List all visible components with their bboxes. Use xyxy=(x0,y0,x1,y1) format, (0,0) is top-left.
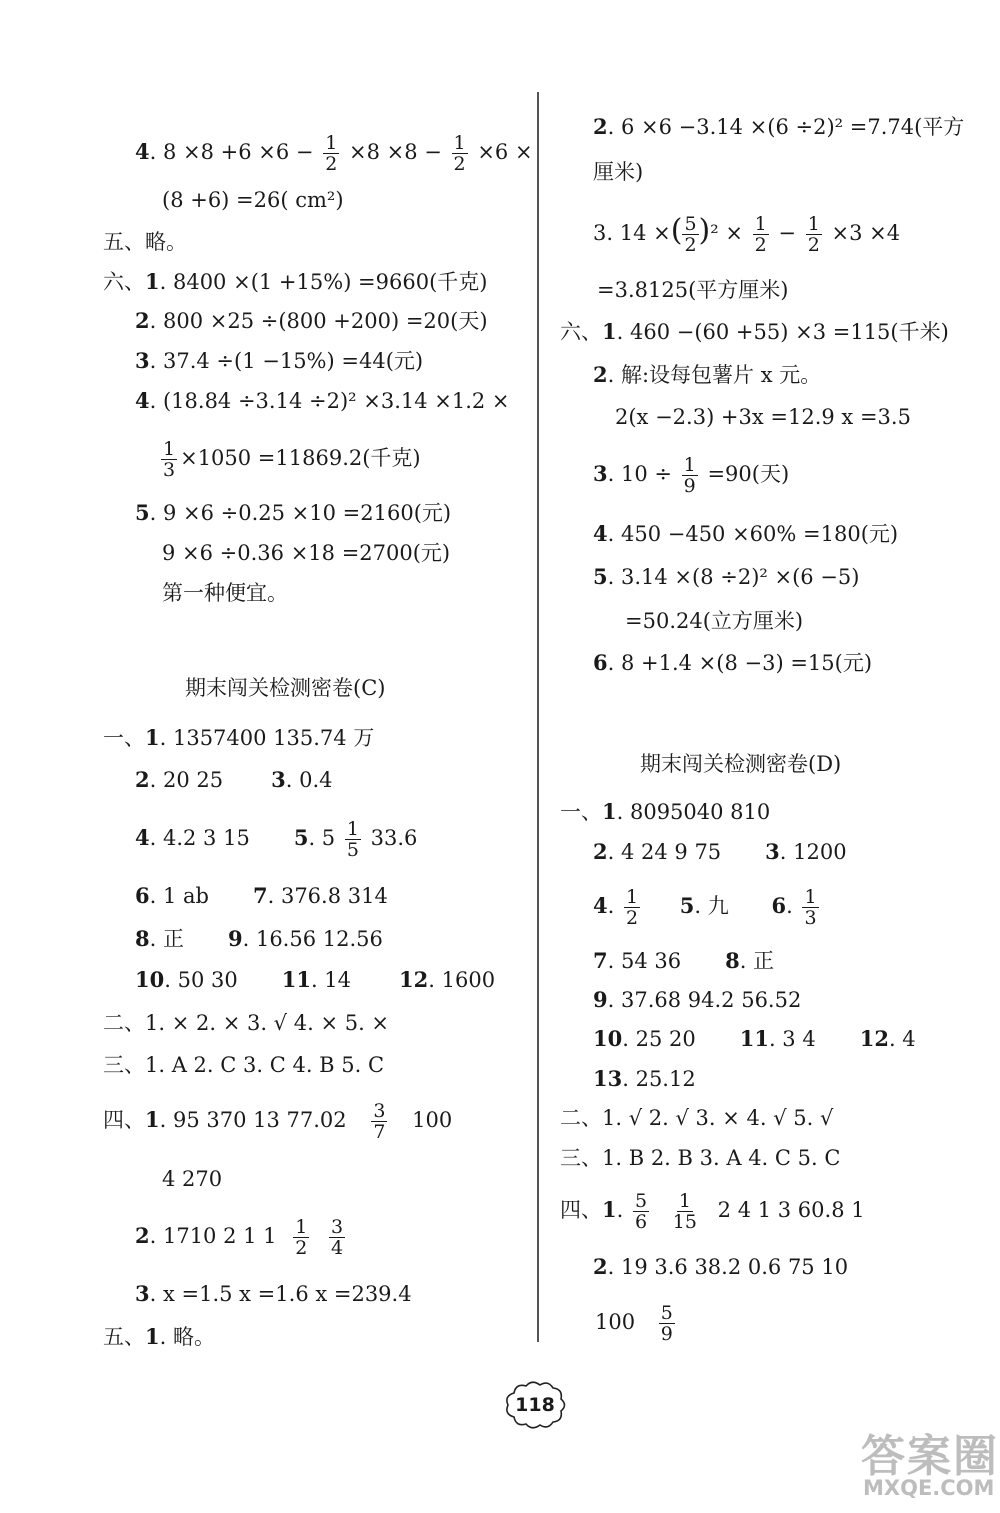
answer-line: 5. 3.14 ×(8 ÷2)² ×(6 −5) xyxy=(593,564,860,589)
fraction: $\frac{1}{15}$ xyxy=(672,1190,697,1233)
answer-line: 2. 20 25 3. 0.4 xyxy=(135,767,333,792)
answer-line: 4. 8 ×8 +6 ×6 − $\frac{1}{2}$ ×8 ×8 − $\frac{1}{2}$ ×6 × xyxy=(135,132,533,175)
fraction: $\frac{1}{5}$ xyxy=(346,818,359,861)
answer-line: 六、1. 8400 ×(1 +15%) =9660(千克) xyxy=(103,269,488,294)
column-divider xyxy=(537,92,539,1342)
fraction: $\frac{1}{3}$ xyxy=(804,886,817,929)
answer-line: 三、1. B 2. B 3. A 4. C 5. C xyxy=(560,1146,841,1170)
answer-line: 6. 8 +1.4 ×(8 −3) =15(元) xyxy=(593,650,873,675)
answer-line: =50.24(立方厘米) xyxy=(625,609,804,633)
answer-line: 一、1. 1357400 135.74 万 xyxy=(103,725,375,750)
answer-line: 五、1. 略。 xyxy=(103,1324,215,1349)
answer-line: 四、1. 95 370 13 77.02 $\frac{3}{7}$ 100 xyxy=(103,1100,453,1143)
answer-line: 二、1. × 2. × 3. √ 4. × 5. × xyxy=(103,1011,390,1035)
fraction: $\frac{1}{9}$ xyxy=(683,454,696,497)
answer-line: 2. 解:设每包薯片 x 元。 xyxy=(593,362,822,387)
answer-line: 2(x −2.3) +3x =12.9 x =3.5 xyxy=(615,405,911,429)
fraction: $\frac{1}{2}$ xyxy=(325,132,338,175)
answer-line: 13. 25.12 xyxy=(593,1066,696,1091)
answer-line: 三、1. A 2. C 3. C 4. B 5. C xyxy=(103,1053,385,1077)
answer-line: 2. 800 ×25 ÷(800 +200) =20(天) xyxy=(135,308,488,333)
answer-line: 3. x =1.5 x =1.6 x =239.4 xyxy=(135,1281,412,1306)
answer-line: 10. 25 20 11. 3 4 12. 4 xyxy=(593,1026,916,1051)
answer-line: 2. 1710 2 1 1 $\frac{1}{2}$ $\frac{3}{4}$ xyxy=(135,1216,344,1259)
answer-line: 4. (18.84 ÷3.14 ÷2)² ×3.14 ×1.2 × xyxy=(135,388,510,413)
answer-line: (8 +6) =26( cm²) xyxy=(162,188,344,212)
answer-line: 二、1. √ 2. √ 3. × 4. √ 5. √ xyxy=(560,1106,834,1130)
answer-line: 六、1. 460 −(60 +55) ×3 =115(千米) xyxy=(560,319,949,344)
fraction: $\frac{1}{2}$ xyxy=(807,213,820,256)
fraction: $\frac{3}{7}$ xyxy=(373,1100,386,1143)
answer-line: 4. $\frac{1}{2}$ 5. 九 6. $\frac{1}{3}$ xyxy=(593,886,817,929)
fraction: $\frac{1}{2}$ xyxy=(754,213,767,256)
answer-line: 9 ×6 ÷0.36 ×18 =2700(元) xyxy=(162,541,451,565)
answer-line: 五、略。 xyxy=(103,230,187,254)
watermark-logo: 答案圈 MXQE.COM xyxy=(861,1431,999,1500)
answer-line: 第一种便宜。 xyxy=(162,581,288,605)
fraction: $\frac{1}{2}$ xyxy=(453,132,466,175)
section-heading-c: 期末闯关检测密卷(C) xyxy=(185,676,386,700)
answer-line: 7. 54 36 8. 正 xyxy=(593,948,775,973)
fraction: $\frac{1}{2}$ xyxy=(295,1216,308,1259)
answer-line: 2. 6 ×6 −3.14 ×(6 ÷2)² =7.74(平方 xyxy=(593,114,965,139)
answer-line: =3.8125(平方厘米) xyxy=(597,278,789,302)
answer-line: 4. 450 −450 ×60% =180(元) xyxy=(593,521,899,546)
page-number-badge xyxy=(502,1380,568,1430)
answer-line: 8. 正 9. 16.56 12.56 xyxy=(135,926,383,951)
answer-line: 四、1. $\frac{5}{6}$ $\frac{1}{15}$ 2 4 1 3 60.8 1 xyxy=(560,1190,865,1233)
fraction: $\frac{3}{4}$ xyxy=(331,1216,344,1259)
section-heading-d: 期末闯关检测密卷(D) xyxy=(640,752,842,776)
answer-line: $\frac{1}{3}$ ×1050 =11869.2(千克) xyxy=(163,438,421,481)
answer-line: 2. 19 3.6 38.2 0.6 75 10 xyxy=(593,1254,849,1279)
answer-line: 4. 4.2 3 15 5. 5 $\frac{1}{5}$ 33.6 xyxy=(135,818,418,861)
answer-line: 10. 50 30 11. 14 12. 1600 xyxy=(135,967,496,992)
answer-line: 3. 10 ÷ $\frac{1}{9}$ =90(天) xyxy=(593,454,790,497)
answer-line: 2. 4 24 9 75 3. 1200 xyxy=(593,839,847,864)
answer-line: 100 $\frac{5}{9}$ xyxy=(595,1302,673,1345)
fraction: $\frac{5}{6}$ xyxy=(635,1190,648,1233)
answer-line: 3. 14 ×( $\frac{5}{2}$ )² × $\frac{1}{2}$ − $\frac{1}{2}$ ×3 ×4 xyxy=(593,213,901,256)
fraction: $\frac{1}{3}$ xyxy=(163,438,176,481)
answer-line: 4 270 xyxy=(162,1167,223,1191)
fraction: $\frac{5}{9}$ xyxy=(660,1302,673,1345)
answer-line: 厘米) xyxy=(593,160,644,184)
page-number: 118 xyxy=(515,1394,555,1416)
fraction: $\frac{5}{2}$ xyxy=(684,213,697,256)
answer-line: 一、1. 8095040 810 xyxy=(560,799,771,824)
answer-line: 9. 37.68 94.2 56.52 xyxy=(593,987,802,1012)
answer-line: 3. 37.4 ÷(1 −15%) =44(元) xyxy=(135,348,424,373)
answer-line: 6. 1 ab 7. 376.8 314 xyxy=(135,883,388,908)
fraction: $\frac{1}{2}$ xyxy=(626,886,639,929)
answer-line: 5. 9 ×6 ÷0.25 ×10 =2160(元) xyxy=(135,500,452,525)
